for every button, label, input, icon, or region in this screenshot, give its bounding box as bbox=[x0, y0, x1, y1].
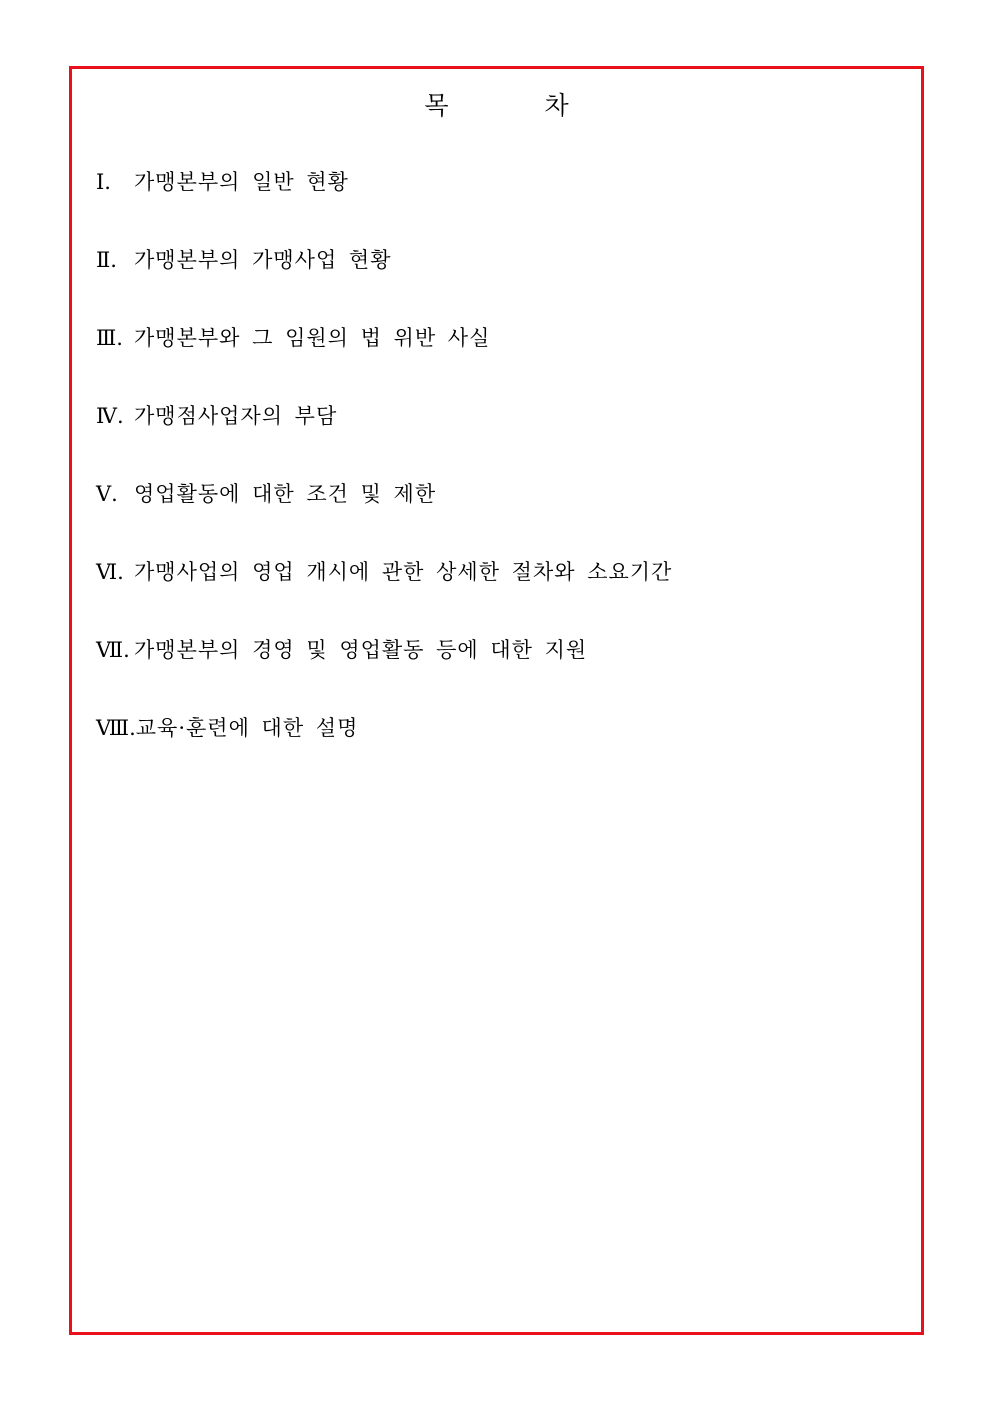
toc-item-4 bbox=[96, 402, 672, 480]
toc-item-number: Ⅷ. bbox=[96, 716, 136, 740]
toc-item-2 bbox=[96, 246, 672, 324]
toc-item-number: Ⅳ. bbox=[96, 404, 124, 428]
toc-item-number: Ⅱ. bbox=[96, 248, 117, 272]
toc-item-text: 영업활동에 대한 조건 및 제한 bbox=[134, 482, 437, 506]
toc-item-8 bbox=[96, 714, 672, 792]
toc-item-text: 가맹본부와 그 임원의 법 위반 사실 bbox=[134, 326, 491, 350]
toc-item-6 bbox=[96, 558, 672, 636]
toc-item-text: 가맹본부의 경영 및 영업활동 등에 대한 지원 bbox=[134, 638, 588, 662]
page-border-frame bbox=[69, 66, 924, 1335]
toc-item-number: Ⅵ. bbox=[96, 560, 124, 584]
toc-item-text: 가맹본부의 일반 현황 bbox=[134, 170, 349, 194]
toc-item-number: Ⅰ. bbox=[96, 170, 111, 194]
toc-item-number: Ⅴ. bbox=[96, 482, 118, 506]
toc-item-7 bbox=[96, 636, 672, 714]
table-of-contents bbox=[96, 168, 672, 792]
toc-item-5 bbox=[96, 480, 672, 558]
toc-item-text: 가맹점사업자의 부담 bbox=[134, 404, 338, 428]
toc-item-number: Ⅲ. bbox=[96, 326, 123, 350]
toc-item-text: 가맹본부의 가맹사업 현황 bbox=[134, 248, 392, 272]
toc-item-1 bbox=[96, 168, 672, 246]
toc-item-number: Ⅶ. bbox=[96, 638, 130, 662]
page-title: 목 차 bbox=[424, 91, 613, 120]
toc-item-text: 교육·훈련에 대한 설명 bbox=[135, 716, 359, 740]
toc-item-3 bbox=[96, 324, 672, 402]
toc-item-text: 가맹사업의 영업 개시에 관한 상세한 절차와 소요기간 bbox=[134, 560, 673, 584]
